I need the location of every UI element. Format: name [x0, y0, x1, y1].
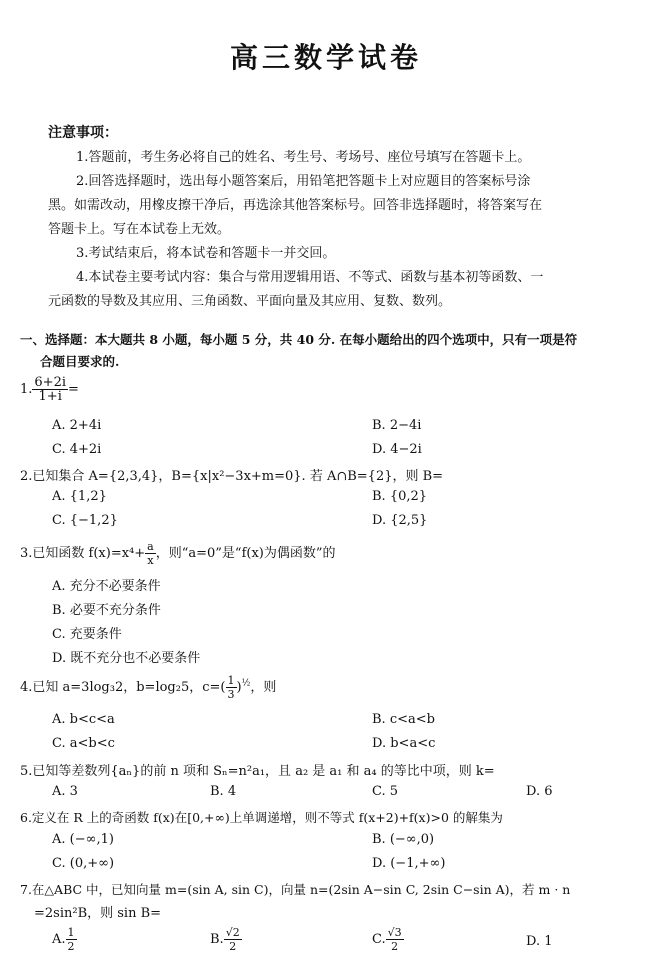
notes-heading: 注意事项：	[48, 125, 118, 141]
fraction	[32, 376, 68, 403]
fraction-numerator: √2	[225, 926, 240, 939]
option-b: B. 必要不充分条件	[52, 603, 161, 618]
note-line: 3.考试结束后，将本试卷和答题卡一并交回。	[76, 246, 336, 261]
exponent: ½	[241, 678, 251, 689]
option-label: B.	[210, 932, 224, 947]
fraction	[224, 926, 242, 953]
fraction-numerator: √3	[387, 926, 402, 939]
option-a	[52, 926, 77, 953]
option-a: A. b<c<a	[52, 712, 115, 727]
option-c: C. 充要条件	[52, 627, 122, 642]
question-5: 5.已知等差数列{aₙ}的前 n 项和 Sₙ=n²a₁，且 a₂ 是 a₁ 和 a₄ 的等比中项，则 k=	[20, 764, 495, 779]
fraction-numerator: 6+2i	[34, 375, 66, 390]
option-c: C. 4+2i	[52, 442, 102, 457]
option-label: A.	[52, 932, 66, 947]
option-d: D. 1	[526, 934, 553, 949]
fraction-denominator: 2	[67, 940, 75, 953]
question-number: 1.	[20, 382, 33, 397]
question-7: 7.在△ABC 中，已知向量 m=(sin A, sin C)，向量 n=(2sin A−sin C, 2sin C−sin A)，若 m · n	[20, 882, 571, 897]
option-a: A. (−∞,1)	[52, 832, 114, 847]
question-text: ，则“a=0”是“f(x)为偶函数”的	[155, 546, 336, 561]
option-d: D. 4−2i	[372, 442, 422, 457]
fraction-denominator: 2	[229, 940, 237, 953]
option-d: D. 既不充分也不必要条件	[52, 651, 201, 666]
question-text: 4.已知 a=3log₃2，b=log₂5，c=(	[20, 680, 226, 695]
fraction	[386, 926, 404, 953]
fraction-denominator: 1+i	[38, 389, 62, 404]
option-b: B. 2−4i	[372, 418, 422, 433]
fraction	[66, 926, 77, 953]
option-d: D. 6	[526, 784, 553, 799]
fraction-numerator: a	[147, 540, 154, 553]
option-b: B. {0,2}	[372, 489, 428, 504]
option-a: A. {1,2}	[52, 489, 107, 504]
option-d: D. {2,5}	[372, 513, 428, 528]
fraction	[226, 674, 237, 701]
option-d: D. b<a<c	[372, 736, 436, 751]
question-4: 4.已知 a=3log₃2，b=log₂5，c=( $\frac{1}{3}$ )$^{\frac{1}{2}}$，则	[20, 674, 277, 701]
question-text: 3.已知函数 f(x)=x⁴+	[20, 546, 146, 561]
note-line: 1.答题前，考生务必将自己的姓名、考生号、考场号、座位号填写在答题卡上。	[76, 150, 531, 165]
note-line: 4.本试卷主要考试内容：集合与常用逻辑用语、不等式、函数与基本初等函数、一	[76, 270, 544, 285]
option-c: C. (0,+∞)	[52, 856, 115, 871]
option-b	[210, 926, 242, 953]
option-c: C. 5	[372, 784, 399, 799]
option-a: A. 充分不必要条件	[52, 579, 161, 594]
option-d: D. (−1,+∞)	[372, 856, 446, 871]
question-1	[20, 376, 79, 403]
question-3	[20, 540, 336, 567]
question-2: 2.已知集合 A={2,3,4}，B={x|x²−3x+m=0}. 若 A∩B={2}，则 B=	[20, 469, 444, 484]
page-title: 高三数学试卷	[229, 41, 422, 74]
option-label: C.	[372, 932, 386, 947]
section-heading: 一、选择题：本大题共 8 小题，每小题 5 分，共 40 分. 在每小题给出的四个选项中，只有一项是符	[20, 332, 578, 347]
question-text: ，则	[250, 680, 277, 695]
equals-sign: =	[68, 382, 79, 397]
question-6: 6.定义在 R 上的奇函数 f(x)在[0,+∞)上单调递增，则不等式 f(x+2)+f(x)>0 的解集为	[20, 810, 503, 825]
option-a: A. 2+4i	[52, 418, 102, 433]
fraction-numerator: 1	[67, 926, 75, 939]
note-line: 2.回答选择题时，选出每小题答案后，用铅笔把答题卡上对应题目的答案标号涂	[76, 174, 531, 189]
option-b: B. c<a<b	[372, 712, 435, 727]
option-b: B. 4	[210, 784, 237, 799]
option-c: C. {−1,2}	[52, 513, 118, 528]
section-heading-cont: 合题目要求的.	[40, 354, 120, 369]
note-line: 元函数的导数及其应用、三角函数、平面向量及其应用、复数、数列。	[48, 294, 452, 309]
option-c: C. a<b<c	[52, 736, 115, 751]
fraction	[145, 540, 156, 567]
note-line: 答题卡上。写在本试卷上无效。	[48, 222, 231, 237]
option-a: A. 3	[52, 784, 78, 799]
fraction-denominator: 3	[227, 688, 235, 701]
option-b: B. (−∞,0)	[372, 832, 435, 847]
question-7-cont: =2sin²B，则 sin B=	[34, 906, 162, 921]
option-c	[372, 926, 404, 953]
note-line: 黑。如需改动，用橡皮擦干净后，再选涂其他答案标号。回答非选择题时，将答案写在	[48, 198, 543, 213]
fraction-denominator: x	[147, 554, 154, 567]
fraction-numerator: 1	[227, 674, 235, 687]
fraction-denominator: 2	[391, 940, 399, 953]
